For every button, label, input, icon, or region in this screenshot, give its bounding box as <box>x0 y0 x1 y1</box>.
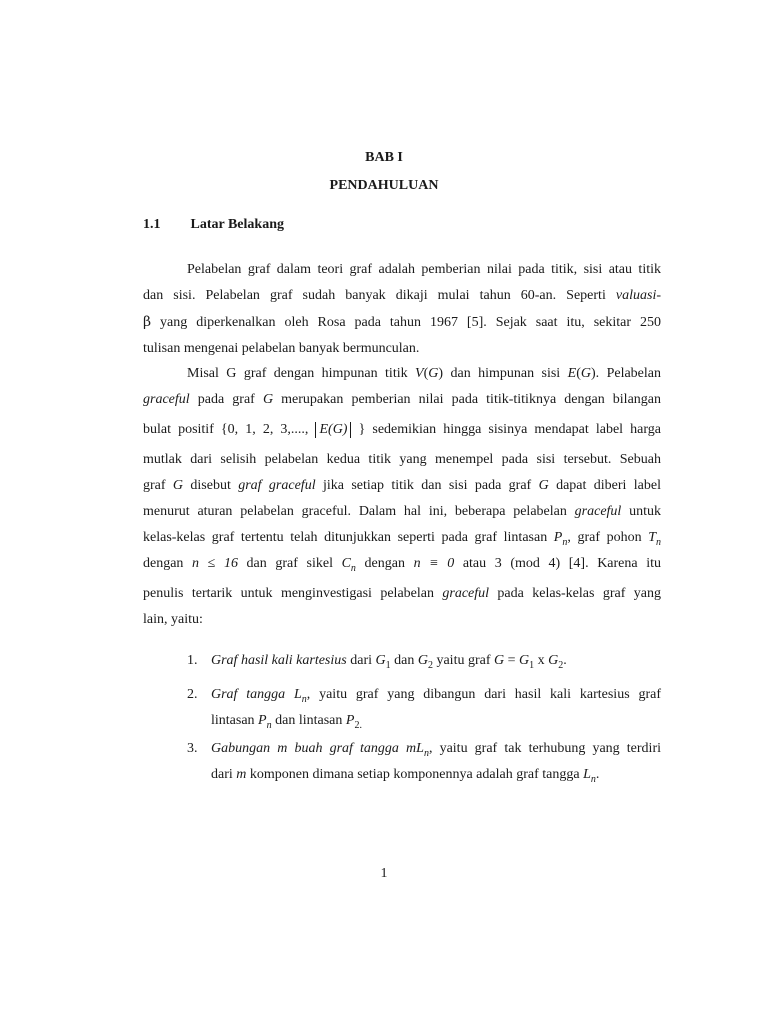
numbered-list <box>187 648 661 790</box>
list-marker: 2. <box>187 687 198 702</box>
chapter-heading: BAB I <box>365 150 403 165</box>
section-number: 1.1 <box>143 217 161 232</box>
list-item: 3. Gabungan m buah graf tangga $mL_n$, yaitu graf tak terhubung yang terdiri dari m komponen dimana setiap komponennya adalah graf tangga $L_n$. <box>187 736 661 788</box>
page-number: 1 <box>380 866 388 881</box>
list-item: 2. Graf tangga $L_n$, yaitu graf yang dibangun dari hasil kali kartesius graf lintasan $P_n$ dan lintasan $P_{2.}$ <box>187 682 661 734</box>
list-marker: 1. <box>187 653 198 668</box>
paragraph-line: mutlak dari selisih pelabelan kedua titik yang menempel pada sisi tersebut. Sebuah <box>143 452 661 467</box>
paragraph-line: tulisan mengenai pelabelan banyak bermunculan. <box>143 341 420 356</box>
paragraph-line: β yang diperkenalkan oleh Rosa pada tahun 1967 [5]. Sejak saat itu, sekitar 250 <box>143 314 661 330</box>
paragraph-2 <box>143 361 661 633</box>
absolute-value-expression: E(G) <box>315 422 351 438</box>
chapter-title: PENDAHULUAN <box>329 178 439 193</box>
paragraph-line: graceful pada graf G merupakan pemberian nilai pada titik-titiknya dengan bilangan <box>143 392 661 407</box>
list-marker: 3. <box>187 741 198 756</box>
condition-n-equiv-0: n ≡ 0 <box>413 556 455 571</box>
paragraph-line: lain, yaitu: <box>143 612 203 627</box>
paragraph-line: kelas-kelas graf tertentu telah ditunjukkan seperti pada graf lintasan $P_n$, graf pohon $T_n$ <box>143 530 661 548</box>
section-heading <box>143 217 284 233</box>
list-item: 1. Graf hasil kali kartesius dari $G_1$ dan $G_2$ yaitu graf $G = G_1$ x $G_2$. <box>187 648 661 674</box>
condition-n-le-16: n ≤ 16 <box>192 556 238 571</box>
paragraph-line: bulat positif {0, 1, 2, 3,...., E(G) } sedemikian hingga sisinya mendapat label harga <box>143 422 661 437</box>
paragraph-line: dan sisi. Pelabelan graf sudah banyak dikaji mulai tahun 60-an. Seperti valuasi- <box>143 288 661 303</box>
section-title: Latar Belakang <box>190 217 284 232</box>
paragraph-line: menurut aturan pelabelan graceful. Dalam hal ini, beberapa pelabelan graceful untuk <box>143 504 661 519</box>
paragraph-line: graf G disebut graf graceful jika setiap titik dan sisi pada graf G dapat diberi label <box>143 478 661 493</box>
beta-symbol: β <box>143 314 152 330</box>
paragraph-line: dengan n ≤ 16 dan graf sikel $C_n$ dengan n ≡ 0 atau 3 (mod 4) [4]. Karena itu <box>143 556 661 574</box>
paragraph-1 <box>143 257 661 362</box>
paragraph-line: penulis tertarik untuk menginvestigasi pelabelan graceful pada kelas-kelas graf yang <box>143 586 662 601</box>
paragraph-line: Pelabelan graf dalam teori graf adalah pemberian nilai pada titik, sisi atau titik <box>187 262 661 277</box>
paragraph-line: Misal G graf dengan himpunan titik V(G) dan himpunan sisi E(G). Pelabelan <box>187 366 661 381</box>
